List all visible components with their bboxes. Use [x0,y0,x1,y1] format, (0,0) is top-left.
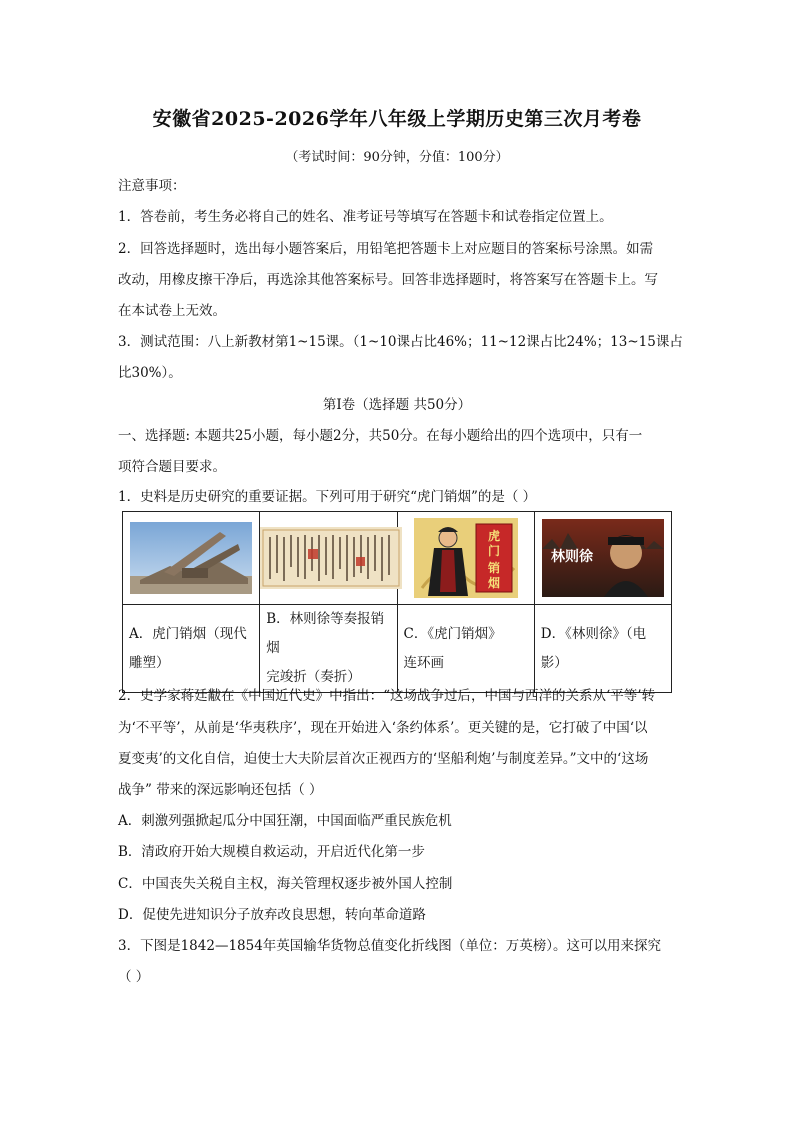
section-intro: 一、选择题: 本题共25小题，每小题2分，共50分。在每小题给出的四个选项中，只有一 [118,428,643,444]
option-label: 影） [540,654,568,671]
poster-title-char: 门 [487,544,500,558]
section-title: 第Ⅰ卷（选择题 共50分） [322,397,472,413]
option-c-image-cell [397,512,534,605]
comic-cover-image [414,518,518,598]
question-2-option-b[interactable]: B．清政府开始大规模自救运动，开启近代化第一步 [118,844,425,860]
question-1-stem: 1．史料是历史研究的重要证据。下列可用于研究“虎门销烟”的是（ ） [118,489,537,505]
question-1-options-table [122,511,672,693]
option-d[interactable] [534,605,671,693]
notice-line: 3．测试范围：八上新教材第1~15课。（1~10课占比46%；11~12课占比24%；13~15课占 [118,334,683,350]
option-c[interactable] [397,605,534,693]
memorial-document-image [260,527,402,589]
option-label: 连环画 [403,654,444,671]
sculpture-image [130,522,252,594]
page-title: 安徽省2025-2026学年八年级上学期历史第三次月考卷 [152,108,642,130]
poster-title-char: 虎 [487,529,500,543]
notice-line: 改动，用橡皮擦干净后，再选涂其他答案标号。回答非选择题时，将答案写在答题卡上。写 [118,272,658,288]
question-2-stem: 战争” 带来的深远影响还包括（ ） [118,782,323,798]
film-title: 林则徐 [550,549,593,565]
section-intro: 项符合题目要求。 [118,459,226,475]
poster-title-char: 烟 [487,576,500,590]
question-2-option-d[interactable]: D．促使先进知识分子放弃改良思想，转向革命道路 [118,907,426,923]
notice-heading: 注意事项： [118,178,186,194]
option-label: 完竣折（奏折） [266,669,361,685]
notice-line: 比30%）。 [118,365,182,381]
exam-info: （考试时间：90分钟，分值：100分） [285,150,509,165]
question-2-stem: 为‘不平等’，从前是‘华夷秩序’，现在开始进入‘条约体系’。更关键的是，它打破了中国‘以 [118,720,648,736]
notice-line: 1．答卷前，考生务必将自己的姓名、准考证号等填写在答题卡和试卷指定位置上。 [118,209,613,225]
option-d-image-cell [534,512,671,605]
option-label: C．《虎门销烟》 [403,625,502,642]
option-label: B．林则徐等奏报销烟 [266,611,385,656]
option-label: D．《林则徐》（电 [540,625,647,642]
notice-line: 在本试卷上无效。 [118,303,226,319]
option-label: A．虎门销烟（现代 [129,625,247,642]
question-3-stem: 3．下图是1842—1854年英国输华货物总值变化折线图（单位：万英榜）。这可以用来探究 [118,938,662,954]
question-2-stem: 夏变夷’的文化自信，迫使士大夫阶层首次正视西方的‘坚船利炮’与制度差异。”文中的‘这场 [118,751,649,767]
question-2-stem: 2．史学家蒋廷黻在《中国近代史》中指出：“这场战争过后，中国与西洋的关系从‘平等’转 [118,688,656,704]
option-b[interactable] [260,605,397,693]
question-2-option-c[interactable]: C．中国丧失关税自主权，海关管理权逐步被外国人控制 [118,876,453,892]
question-3-stem: （ ） [118,969,150,985]
question-2-option-a[interactable]: A．刺激列强掀起瓜分中国狂潮，中国面临严重民族危机 [118,813,452,829]
film-poster-image [542,519,664,597]
option-label: 雕塑） [129,654,170,671]
option-a-image-cell [123,512,260,605]
poster-title-char: 销 [487,561,500,575]
option-a[interactable] [123,605,260,693]
notice-line: 2．回答选择题时，选出每小题答案后，用铅笔把答题卡上对应题目的答案标号涂黑。如需 [118,241,654,257]
option-b-image-cell [260,512,397,605]
